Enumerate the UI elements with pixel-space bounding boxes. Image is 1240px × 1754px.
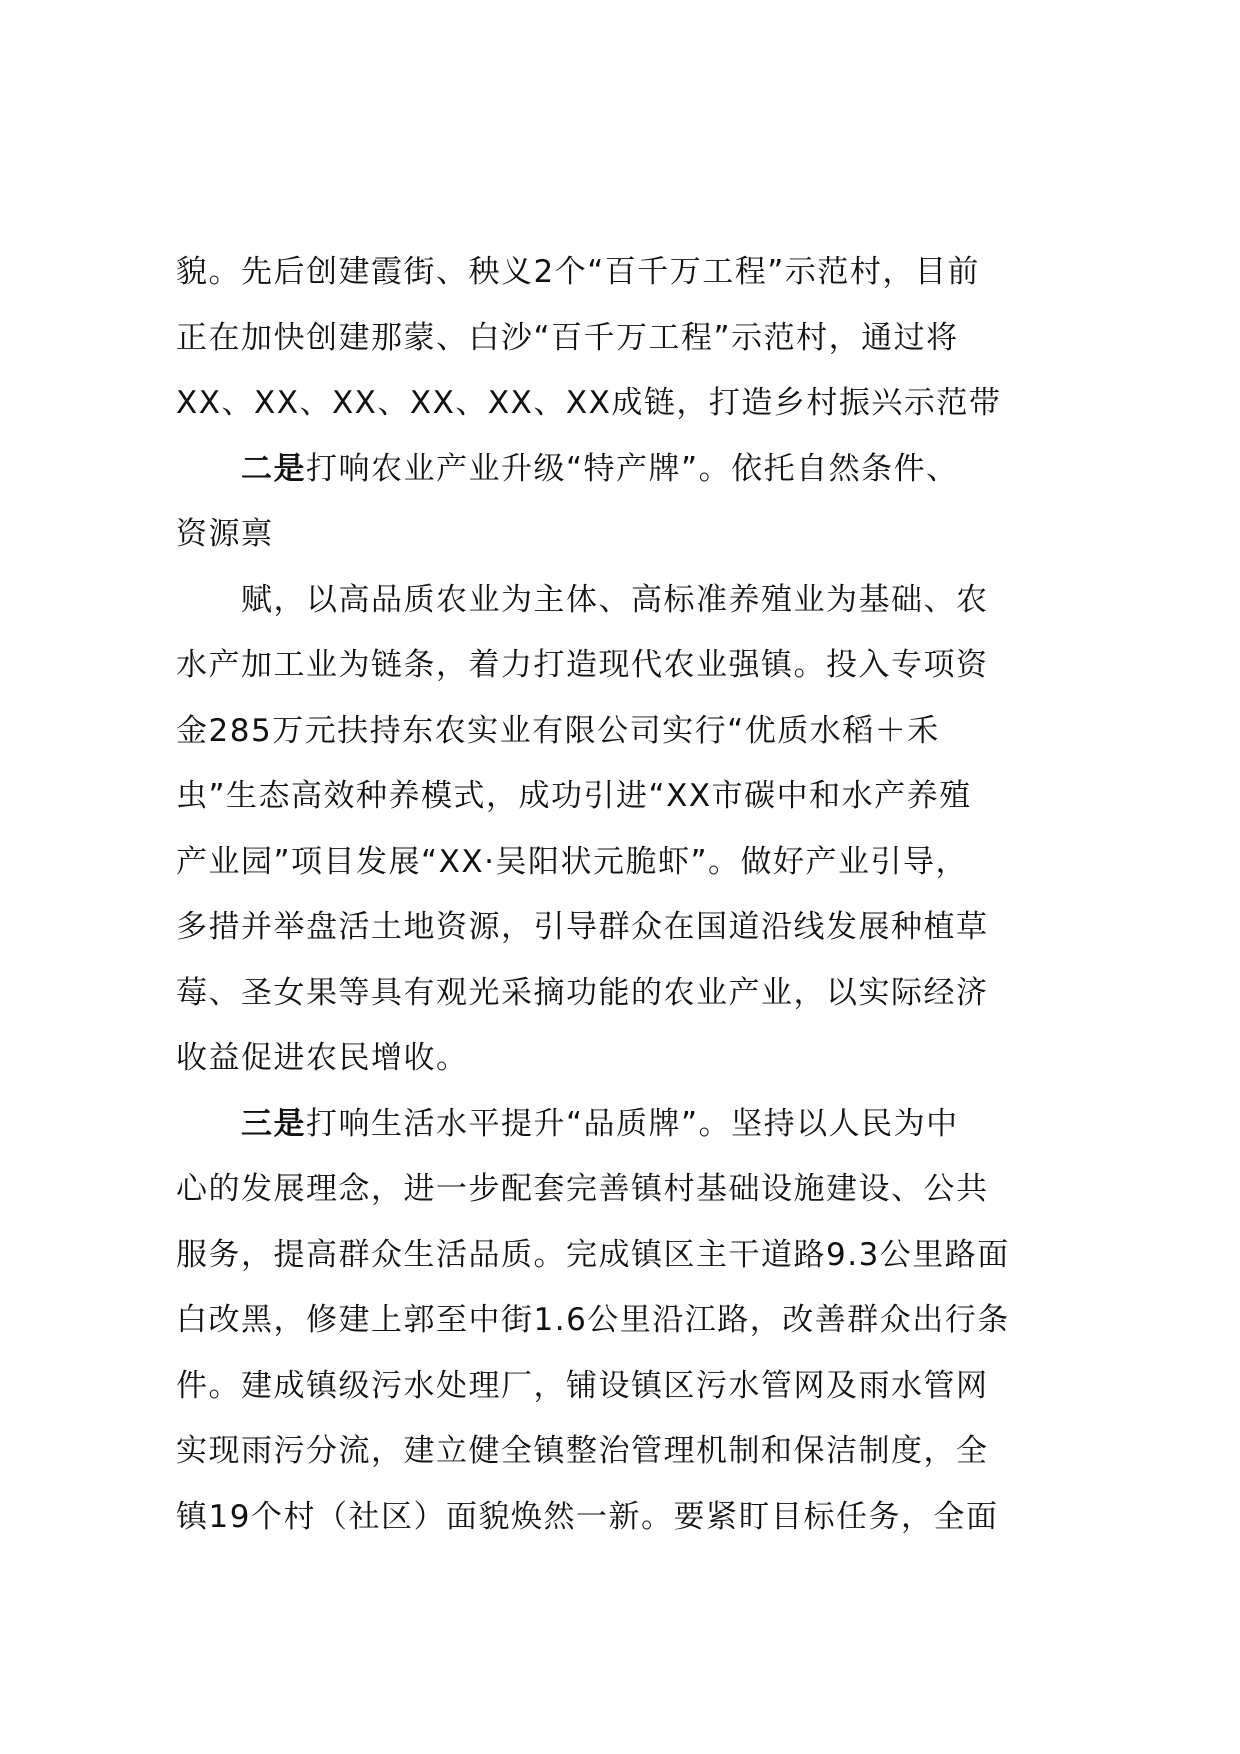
paragraph-2-lead: 二是 [241,450,306,487]
text-line: 产业园”项目发展“XX·吴阳状元脆虾”。做好产业引导， [176,843,969,880]
text-line: 虫”生态高效种养模式，成功引进“XX市碳中和水产养殖 [176,778,972,814]
document-body [176,240,1096,1550]
paragraph-4-first-line [176,1092,1096,1158]
text-line: 赋，以高品质农业为主体、高标准养殖业为基础、农 [241,581,989,618]
text-line: 镇19个村（社区）面貌焕然一新。要紧盯目标任务，全面 [176,1498,999,1535]
text-line: 件。建成镇级污水处理厂，铺设镇区污水管网及雨水管网 [176,1367,989,1404]
text-line: 资源禀 [176,516,274,552]
text-line: 金285万元扶持东农实业有限公司实行“优质水稻＋禾 [176,712,940,749]
paragraph-2-first-line [176,437,1096,503]
text-line: 收益促进农民增收。 [176,1040,469,1076]
text-line: 服务，提高群众生活品质。完成镇区主干道路9.3公里路面 [176,1236,1010,1273]
text-line: 莓、圣女果等具有观光采摘功能的农业产业，以实际经济 [176,974,989,1011]
text-line: 实现雨污分流，建立健全镇整治管理机制和保洁制度，全 [176,1433,989,1469]
text-line: 心的发展理念，进一步配套完善镇村基础设施建设、公共 [176,1171,989,1207]
text-line: 水产加工业为链条，着力打造现代农业强镇。投入专项资 [176,647,989,683]
text-line: 白改黑，修建上郭至中街1.6公里沿江路，改善群众出行条 [176,1302,1010,1338]
paragraph-2-text: 打响农业产业升级“特产牌”。依托自然条件、 [306,450,959,487]
text-line: XX、XX、XX、XX、XX、XX成链，打造乡村振兴示范带 [176,385,1002,421]
text-line: 正在加快创建那蒙、白沙“百千万工程”示范村，通过将 [176,319,959,356]
paragraph-4-text: 打响生活水平提升“品质牌”。坚持以人民为中 [306,1105,959,1142]
text-line: 貌。先后创建霞街、秧义2个“百千万工程”示范村，目前 [176,254,980,290]
text-line: 多措并举盘活土地资源，引导群众在国道沿线发展种植草 [176,909,989,945]
paragraph-4-lead: 三是 [241,1105,306,1142]
